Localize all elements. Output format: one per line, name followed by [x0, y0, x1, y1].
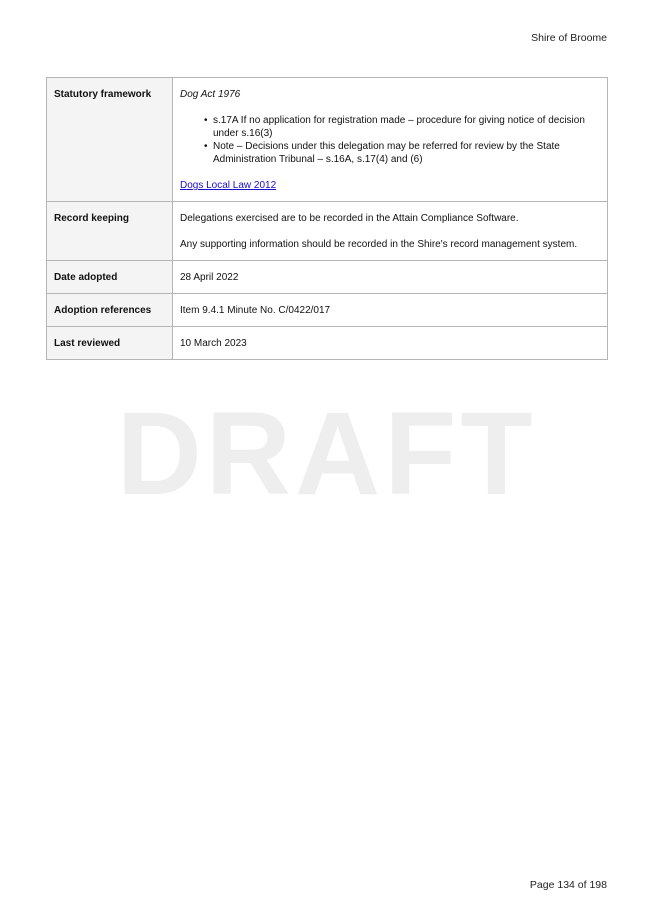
date-adopted-value: 28 April 2022 [173, 261, 608, 294]
record-keeping-label: Record keeping [47, 202, 173, 261]
date-adopted-label: Date adopted [47, 261, 173, 294]
adoption-references-label: Adoption references [47, 294, 173, 327]
statutory-framework-value [173, 78, 608, 202]
table-row [47, 202, 608, 261]
page-header-organisation: Shire of Broome [531, 32, 607, 44]
last-reviewed-value: 10 March 2023 [173, 327, 608, 360]
statutory-framework-label: Statutory framework [47, 78, 173, 202]
record-keeping-paragraph: Delegations exercised are to be recorded in the Attain Compliance Software. [180, 213, 519, 224]
adoption-references-value: Item 9.4.1 Minute No. C/0422/017 [173, 294, 608, 327]
delegation-details-table [46, 77, 608, 360]
table-row [47, 327, 608, 360]
list-item: • Note – Decisions under this delegation may be referred for review by the State Administration Tribunal – s.16A, s.17(4) and (6) [213, 140, 600, 166]
draft-watermark: DRAFT [116, 388, 537, 520]
record-keeping-paragraph: Any supporting information should be recorded in the Shire's record management system. [180, 239, 578, 250]
act-title: Dog Act 1976 [180, 89, 241, 100]
provision-list [180, 114, 600, 166]
local-law-link[interactable]: Dogs Local Law 2012 [180, 180, 277, 191]
table-row [47, 294, 608, 327]
table-row [47, 78, 608, 202]
list-item: • s.17A If no application for registration made – procedure for giving notice of decision under s.16(3) [213, 114, 600, 140]
record-keeping-value [173, 202, 608, 261]
table-row [47, 261, 608, 294]
last-reviewed-label: Last reviewed [47, 327, 173, 360]
page-number: Page 134 of 198 [529, 879, 607, 891]
